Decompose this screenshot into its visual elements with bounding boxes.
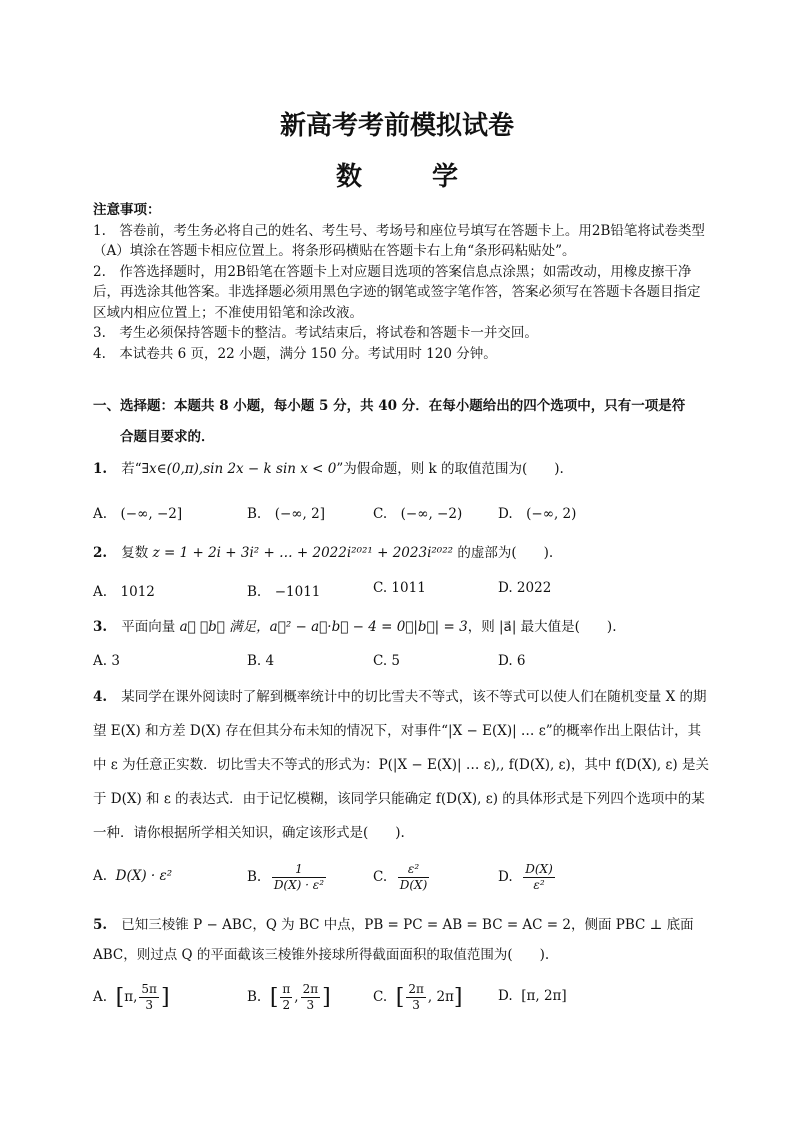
question-number: 2. [93, 545, 108, 561]
numerator: 5π [141, 982, 157, 996]
question-text: 已知三棱锥 P − ABC，Q 为 BC 中点，PB = PC = AB = BC = AC = 2，侧面 PBC ⊥ 底面 ABC，则过点 Q 的平面截该三棱锥外接球所得截面面积的取值范围为( ). [93, 917, 694, 963]
denominator: D(X) · ε² [273, 878, 325, 892]
option-letter: A. [93, 868, 108, 884]
option-b: B. [ $\frac{\pi}{2}$ , $\frac{2\pi}{3}$ ] [247, 982, 331, 1012]
option-letter: B. [247, 989, 262, 1005]
option-a: A. 3 [93, 653, 120, 669]
numerator: π [282, 982, 291, 996]
question-text: 平面向量 [121, 619, 180, 635]
option-c: C. (−∞, −2) [373, 506, 463, 522]
question-text: 某同学在课外阅读时了解到概率统计中的切比雪夫不等式，该不等式可以使人们在随机变量 X 的期望 E(X) 和方差 D(X) 存在但其分布未知的情况下，对事件“|X − E(X)| … ε”的概率作出上限估计，其中 ε 为任意正实数．切比雪夫不等式的形式为：P(|X − E(X)| … ε),, f(D(X), ε)，其中 f(D(X), ε) 是关于 D(X) 和 ε 的表达式．由于记忆模糊，该同学只能确定 f(D(X), ε) 的具体形式是下列四个选项中的某一种．请你根据所学相关知识，确定该形式是( ). [93, 689, 709, 841]
question-1 [93, 459, 713, 479]
question-number: 1. [93, 461, 108, 477]
option-letter: B. [247, 869, 262, 885]
numerator: ε² [398, 862, 430, 878]
question-text: 复数 [121, 545, 153, 561]
option-a: A. (−∞, −2] [93, 506, 183, 522]
bracket: ] [160, 985, 170, 1010]
denominator: 3 [412, 998, 420, 1012]
section-heading-cont: 合题目要求的． [120, 429, 215, 445]
option-math: , 2π [427, 989, 454, 1005]
denominator: 2 [282, 998, 291, 1012]
option-d [498, 862, 557, 893]
option-letter: C. [373, 989, 388, 1005]
option-d: D. 2022 [498, 580, 552, 596]
option-c [373, 982, 463, 1013]
subject-title: 数 学 [335, 162, 480, 192]
question-number: 3. [93, 619, 108, 635]
option-letter: D. [498, 869, 513, 885]
fraction [280, 982, 292, 1013]
fraction [406, 982, 426, 1013]
question-3 [93, 617, 713, 637]
option-math: D(X) · ε² [115, 868, 173, 884]
bracket: [ [395, 985, 405, 1010]
fraction [301, 982, 321, 1013]
bracket: [ [115, 985, 125, 1010]
notes-heading: 注意事项： [93, 202, 161, 218]
option-b: B. (−∞, 2] [247, 506, 325, 522]
fraction [272, 862, 326, 893]
denominator: D(X) [399, 878, 428, 892]
option-d: D. (−∞, 2) [498, 506, 577, 522]
numerator: 1 [272, 862, 326, 878]
fraction [139, 982, 159, 1013]
option-c [373, 862, 431, 893]
note-item: 3. 考生必须保持答题卡的整洁。考试结束后，将试卷和答题卡一并交回。 [93, 325, 538, 341]
question-number: 4. [93, 689, 108, 705]
question-text: 的虚部为( ). [453, 545, 554, 561]
section-heading: 一、选择题：本题共 8 小题，每小题 5 分，共 40 分．在每小题给出的四个选项中，只有一项是符 [93, 398, 686, 414]
note-item: 1. 答卷前，考生务必将自己的姓名、考生号、考场号和座位号填写在答题卡上。用2B铅笔将试卷类型（A）填涂在答题卡相应位置上。将条形码横贴在答题卡右上角“条形码粘贴处”。 [93, 222, 705, 259]
question-math: a⃗ ，b⃗ 满足，a⃗² − a⃗·b⃗ − 4 = 0，|b⃗| = 3 [179, 619, 468, 635]
question-text: ”为假命题，则 k 的取值范围为( ). [336, 461, 564, 477]
option-a [93, 868, 172, 884]
bracket: ] [453, 985, 463, 1010]
note-item: 4. 本试卷共 6 页，22 小题，满分 150 分。考试用时 120 分钟。 [93, 345, 497, 362]
denominator: 3 [145, 998, 153, 1012]
question-number: 5. [93, 917, 108, 933]
option-d [498, 988, 567, 1004]
numerator: 2π [302, 982, 319, 996]
option-letter: A. [93, 989, 108, 1005]
question-4 [93, 680, 713, 850]
question-math: z = 1 + 2i + 3i² + … + 2022i²⁰²¹ + 2023i²⁰²² [152, 545, 454, 561]
note-item: 2. 作答选择题时，用2B铅笔在答题卡上对应题目选项的答案信息点涂黑；如需改动，用橡皮擦干净后，再选涂其他答案。非选择题必须用黑色字迹的钢笔或签字笔作答，答案必须写在答题卡各题目指定区域内相应位置上；不准使用铅笔和涂改液。 [93, 263, 701, 321]
numerator: D(X) [525, 862, 553, 876]
option-letter: C. [373, 869, 388, 885]
fraction [523, 862, 555, 893]
option-math: π, [124, 989, 138, 1005]
exam-notes [93, 200, 705, 364]
option-c: C. 1011 [373, 580, 426, 596]
option-a [93, 982, 170, 1013]
question-text: ，则 |a⃗| 最大值是( ). [467, 619, 617, 635]
bracket: ] [322, 985, 331, 1010]
fraction [398, 862, 430, 893]
exam-title: 新高考考前模拟试卷 [279, 111, 514, 141]
bracket: [ [269, 985, 279, 1010]
denominator: ε² [533, 878, 545, 892]
question-2 [93, 543, 713, 563]
option-c: C. 5 [373, 653, 401, 669]
option-b: B. −1011 [247, 584, 321, 600]
option-d: D. 6 [498, 653, 526, 669]
option-letter: D. [498, 988, 513, 1004]
option-math: [π, 2π] [521, 988, 567, 1004]
numerator: 2π [408, 982, 424, 996]
option-a: A. 1012 [93, 584, 155, 600]
question-5 [93, 910, 713, 970]
option-b [247, 862, 328, 893]
question-text: 若“ [121, 461, 142, 477]
denominator: 3 [306, 998, 315, 1012]
option-b: B. 4 [247, 653, 275, 669]
question-math: ∃x∈(0,π),sin 2x − k sin x < 0 [141, 461, 337, 477]
